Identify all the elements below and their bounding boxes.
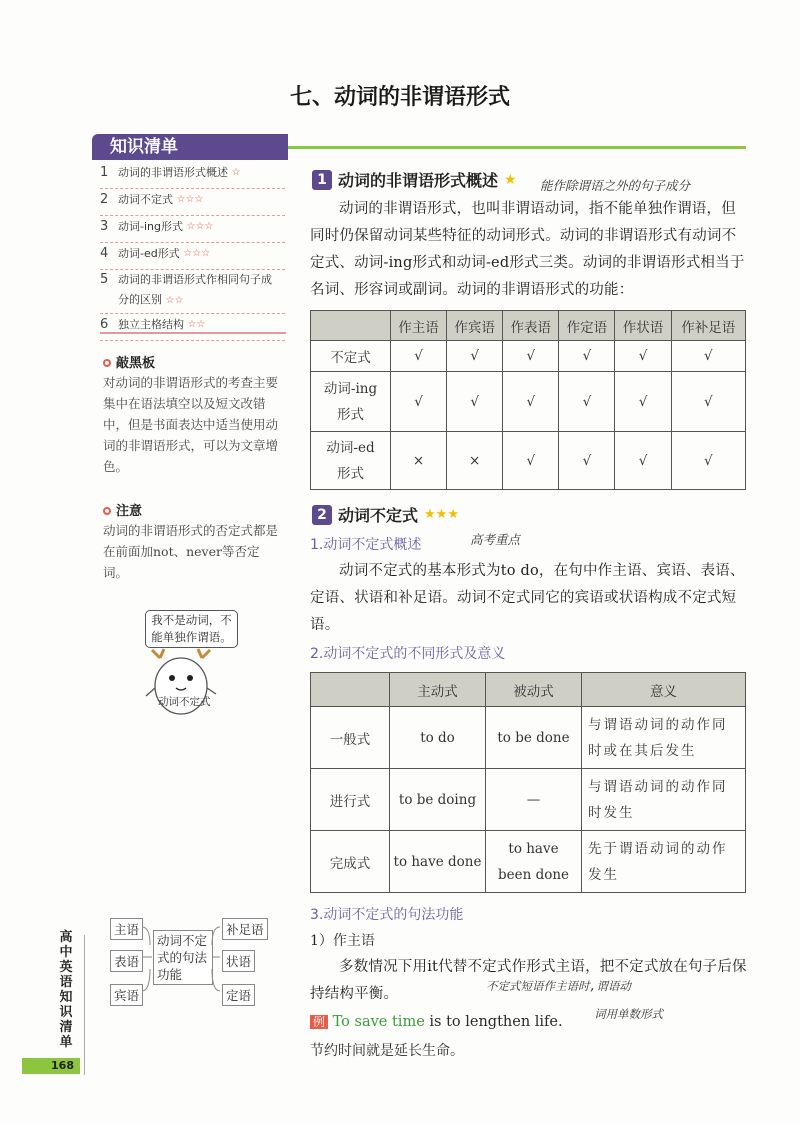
subheading: 2.动词不定式的不同形式及意义 (310, 646, 506, 662)
mindmap-node: 表语 (110, 950, 143, 972)
star-icon: ☆☆☆ (176, 194, 204, 205)
function-table (310, 310, 746, 490)
table-row: 完成式 to have done to have been done 先于谓语动词的动作发生 (311, 831, 746, 893)
mindmap-node: 宾语 (110, 984, 143, 1006)
list-item[interactable]: 3 动词-ing形式 ☆☆☆ (100, 216, 285, 243)
speech-bubble: 我不是动词，不能单独作谓语。 (145, 610, 238, 648)
tip-heading: 敲黑板 (103, 352, 155, 371)
table-row: 一般式 to do to be done 与谓语动词的动作同时或在其后发生 (311, 707, 746, 769)
section-heading: 1 动词的非谓语形式概述 ★ (312, 168, 517, 191)
handwritten-note: 不定式短语作主语时,谓语动 (486, 979, 631, 993)
handwritten-note: 高考重点 (470, 532, 521, 547)
knowledge-list-header: 知识清单 (92, 134, 288, 160)
table-header-row: 主动式 被动式 意义 (311, 673, 746, 707)
subheading: 3.动词不定式的句法功能 (310, 907, 464, 923)
mindmap-node: 定语 (222, 984, 255, 1006)
page-number: 168 (22, 1058, 80, 1074)
list-item[interactable]: 1 动词的非谓语形式概述 ☆ (100, 162, 285, 189)
star-icon: ☆☆☆ (183, 248, 211, 259)
handwritten-note: 词用单数形式 (594, 1007, 663, 1021)
paragraph: 动词的非谓语形式，也叫非谓语动词，指不能单独作谓语，但同时仍保留动词某些特征的动词形式。动词的非谓语形式有动词不定式、动词-ing形式和动词-ed形式三类。动词的非谓语形式相当于名词、形容词或副词。动词的非谓语形式的功能： (310, 201, 745, 298)
bullet-icon (103, 507, 111, 515)
example-sentence: 例 To save time is to lengthen life. (310, 1013, 563, 1030)
example-tag: 例 (310, 1015, 328, 1029)
list-item[interactable]: 4 动词-ed形式 ☆☆☆ (100, 243, 285, 270)
list-divider (100, 332, 286, 334)
table-row: 动词-ing形式 √ √ √ √ √ √ (311, 372, 746, 432)
tip-text: 对动词的非谓语形式的考查主要集中在语法填空以及短文改错中，但是书面表达中适当使用动词的非谓语形式，可以为文章增色。 (103, 375, 279, 474)
section-heading: 2 动词不定式 ★★★ (312, 503, 459, 526)
star-icon: ☆☆ (165, 295, 184, 306)
note-heading: 注意 (103, 500, 142, 519)
table-row: 动词-ed形式 × × √ √ √ √ (311, 432, 746, 490)
margin-line (84, 935, 85, 1075)
mascot-label: 动词不定式 (158, 696, 211, 708)
paragraph: 动词不定式的基本形式为to do，在句中作主语、宾语、表语、定语、状语和补足语。动词不定式同它的宾语或状语构成不定式短语。 (310, 563, 745, 633)
paragraph: 多数情况下用it代替不定式作形式主语，把不定式放在句子后保持结构平衡。 (310, 959, 747, 1002)
subheading: 1）作主语 (310, 933, 375, 949)
header-tab-corner (240, 134, 270, 160)
list-item[interactable]: 5 动词的非谓语形式作相同句子成分的区别 ☆☆ (100, 270, 285, 314)
mindmap-connectors (140, 925, 230, 1000)
subheading: 1.动词不定式概述 (310, 537, 422, 553)
mindmap-node: 状语 (222, 950, 255, 972)
forms-table (310, 672, 746, 893)
table-row: 不定式 √ √ √ √ √ √ (311, 341, 746, 372)
star-icon: ☆☆ (187, 319, 206, 330)
list-item[interactable]: 6 独立主格结构 ☆☆ (100, 314, 285, 341)
star-icon: ★★★ (424, 507, 459, 522)
page-title: 七、动词的非谓语形式 (289, 85, 510, 110)
table-header-row: 作主语 作宾语 作表语 作定语 作状语 作补足语 (311, 311, 746, 341)
handwritten-note: 能作除谓语之外的句子成分 (540, 178, 691, 193)
table-row: 进行式 to be doing — 与谓语动词的动作同时发生 (311, 769, 746, 831)
list-item[interactable]: 2 动词不定式 ☆☆☆ (100, 189, 285, 216)
mindmap-center: 动词不定式的句法功能 (153, 930, 213, 985)
mindmap-node: 补足语 (222, 918, 268, 940)
knowledge-list (100, 162, 285, 341)
mindmap-node: 主语 (110, 918, 143, 940)
note-text: 动词的非谓语形式的否定式都是在前面加not、never等否定词。 (103, 523, 279, 580)
star-icon: ☆ (231, 167, 241, 178)
star-icon: ★ (504, 171, 517, 188)
example-translation: 节约时间就是延长生命。 (310, 1043, 464, 1059)
star-icon: ☆☆☆ (186, 221, 214, 232)
bullet-icon (103, 359, 111, 367)
title-divider (280, 146, 746, 149)
vertical-book-label: 高中英语知识清单 (59, 930, 73, 1050)
